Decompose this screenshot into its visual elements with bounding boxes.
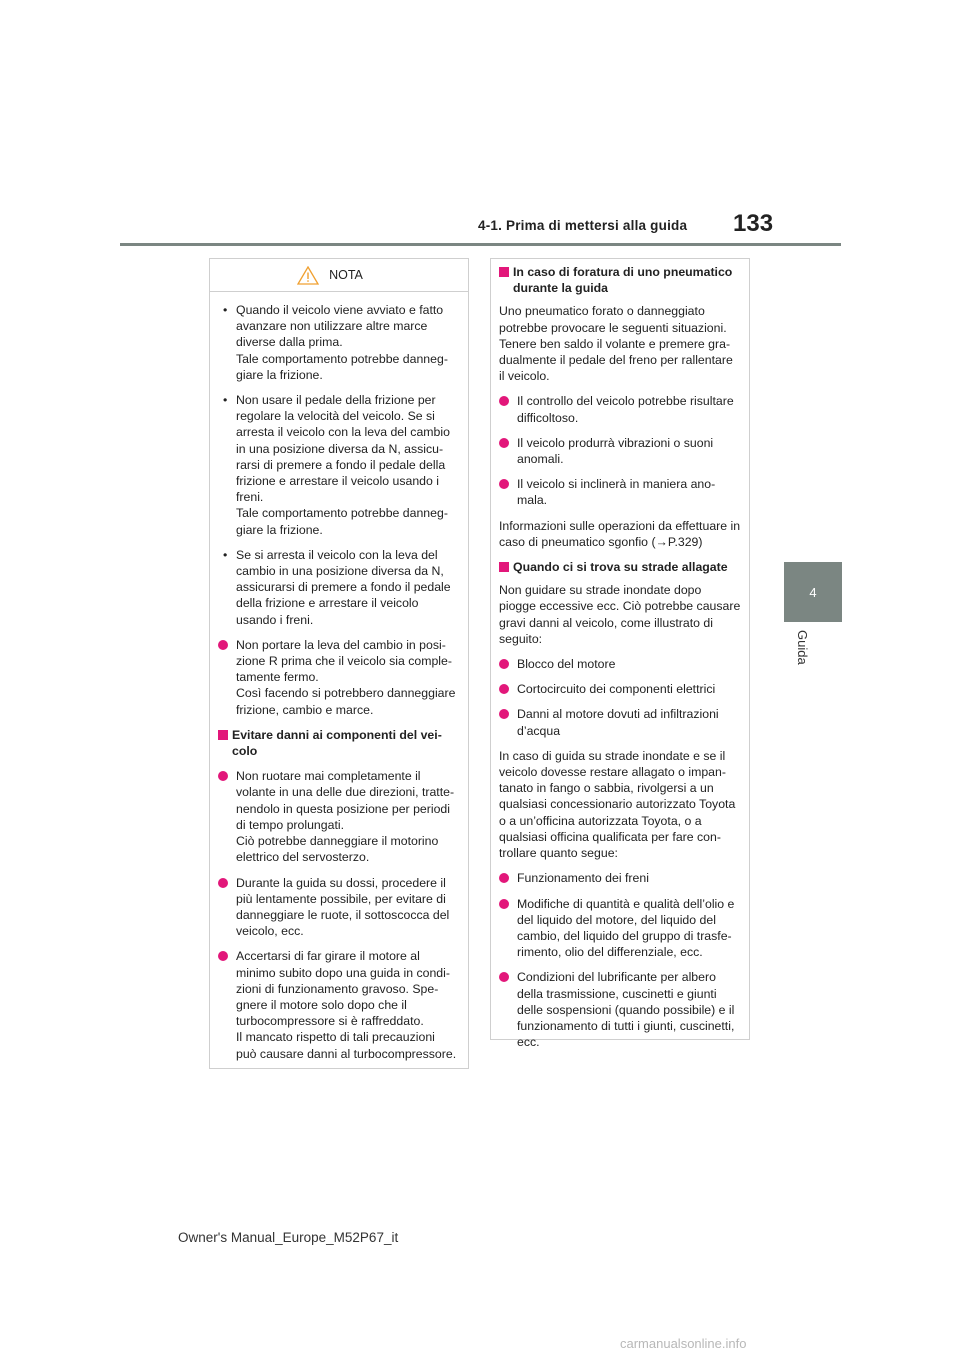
list-item bbox=[499, 870, 741, 886]
list-item-text: Il veicolo produrrà vibrazioni o suoni anomali. bbox=[517, 435, 714, 467]
nota-bullet: • Non usare il pedale della frizione per regolare la velocità del veicolo. Se si arresta il veicolo con la leva del cambio in una posizione diversa da N, assicurarsi di premere a fondo il pedale della frizione e arrestare il veicolo usando i freni. Tale comportamento potrebbe danneggiare la frizione. bbox=[223, 393, 450, 537]
nota-bullet-text: Quando il veicolo viene avviato e fatto avanzare non utilizzare altre marce diverse dalla prima. Tale comportamento potrebbe danneggiare la frizione. bbox=[236, 303, 448, 382]
paragraph: Uno pneumatico forato o danneggiato potrebbe provocare le seguenti situazioni. Tenere ben saldo il volante e premere gradualmente il pedale del freno per rallentare il veicolo. bbox=[499, 304, 733, 384]
nota-label: NOTA bbox=[329, 267, 363, 282]
section-heading-text: In caso di foratura di uno pneumatico durante la guida bbox=[513, 265, 733, 296]
circle-bullet-icon bbox=[499, 899, 509, 909]
circle-bullet-icon bbox=[499, 873, 509, 883]
list-item bbox=[218, 875, 458, 940]
list-item-text: Danni al motore dovuti ad infiltrazioni d’acqua bbox=[517, 707, 719, 738]
list-item-text: Il veicolo si inclinerà in maniera anomala. bbox=[517, 477, 716, 508]
warning-icon bbox=[297, 266, 319, 285]
circle-bullet-icon bbox=[499, 659, 509, 669]
list-item-text: Il controllo del veicolo potrebbe risultare difficoltoso. bbox=[517, 394, 734, 425]
list-item bbox=[499, 969, 741, 1050]
list-item-text: Cortocircuito dei componenti elettrici bbox=[517, 682, 716, 697]
list-item-text: Blocco del motore bbox=[517, 657, 616, 672]
list-item bbox=[218, 768, 458, 865]
page-number: 133 bbox=[733, 210, 774, 237]
list-item bbox=[499, 476, 741, 508]
list-item-text: Non portare la leva del cambio in posizione R prima che il veicolo sia completamente fermo. Così facendo si potrebbero danneggiare frizione, cambio e marce. bbox=[236, 637, 456, 717]
list-item bbox=[218, 637, 458, 718]
list-item bbox=[499, 435, 741, 467]
section-heading bbox=[499, 559, 741, 575]
circle-bullet-icon bbox=[499, 972, 509, 982]
watermark[interactable]: carmanualsonline.info bbox=[620, 1336, 747, 1351]
nota-box bbox=[209, 258, 469, 1069]
info-box bbox=[490, 258, 750, 1050]
circle-bullet-icon bbox=[218, 640, 228, 650]
circle-bullet-icon bbox=[218, 771, 228, 781]
footer-text: Owner's Manual_Europe_M52P67_it bbox=[178, 1230, 399, 1245]
list-item-text: Accertarsi di far girare il motore al minimo subito dopo una guida in condizioni di funzionamento gravoso. Spegnere il motore solo dopo che il turbocompressore si è raffreddato. Il mancato rispetto di tali precauzioni può causare danni al turbocompressore. bbox=[236, 949, 457, 1061]
nota-bullet: • Se si arresta il veicolo con la leva del cambio in una posizione diversa da N, assicurarsi di premere a fondo il pedale della frizione e arrestare il veicolo usando i freni. bbox=[223, 547, 451, 627]
section-title: 4-1. Prima di mettersi alla guida bbox=[478, 218, 688, 233]
list-item bbox=[499, 896, 741, 961]
circle-bullet-icon bbox=[499, 438, 509, 448]
list-item-text: Funzionamento dei freni bbox=[517, 871, 649, 886]
square-bullet-icon bbox=[499, 562, 509, 572]
circle-bullet-icon bbox=[218, 878, 228, 888]
circle-bullet-icon bbox=[499, 479, 509, 489]
square-bullet-icon bbox=[499, 267, 509, 277]
list-item-text: Modifiche di quantità e qualità dell’olio e del liquido del motore, del liquido del cambio, del liquido del gruppo di trasferimento, olio del differenziale, ecc. bbox=[517, 896, 735, 960]
nota-bullet-text: Se si arresta il veicolo con la leva del cambio in una posizione diversa da N, assicurarsi di premere a fondo il pedale della frizione e arrestare il veicolo usando i freni. bbox=[236, 547, 451, 627]
list-item bbox=[499, 393, 741, 425]
page-reference[interactable]: Informazioni sulle operazioni da effettuare in caso di pneumatico sgonfio (→P.329) bbox=[499, 518, 741, 549]
list-item bbox=[499, 656, 741, 672]
circle-bullet-icon bbox=[499, 684, 509, 694]
list-item-text: Condizioni del lubrificante per albero della trasmissione, cuscinetti e giunti delle sospensioni (quando possibile) e il funzionamento di tutti i giunti, cuscinetti, ecc. bbox=[517, 970, 735, 1050]
chapter-label: Guida bbox=[795, 630, 810, 665]
nota-header bbox=[210, 259, 468, 292]
paragraph: In caso di guida su strade inondate e se il veicolo dovesse restare allagato o impantanato in fango o sabbia, rivolgersi a un qualsiasi concessionario autorizzato Toyota o a un’officina autorizzata Toyota, o a qualsiasi officina qualificata per fare controllare quanto segue: bbox=[499, 748, 736, 861]
chapter-number: 4 bbox=[809, 584, 817, 600]
chapter-tab[interactable] bbox=[784, 562, 842, 622]
list-item-text: Durante la guida su dossi, procedere il più lentamente possibile, per evitare di danneggiare le ruote, il sottoscocca del veicolo, ecc. bbox=[236, 875, 450, 939]
nota-bullet-text: Non usare il pedale della frizione per regolare la velocità del veicolo. Se si arresta il veicolo con la leva del cambio in una posizione diversa da N, assicurarsi di premere a fondo il pedale della frizione e arrestare il veicolo usando i freni. Tale comportamento potrebbe danneggiare la frizione. bbox=[236, 393, 450, 537]
paragraph: Non guidare su strade inondate dopo piogge eccessive ecc. Ciò potrebbe causare gravi danni al veicolo, come illustrato di seguito: bbox=[499, 583, 741, 646]
section-heading-text: Evitare danni ai componenti del veicolo bbox=[232, 727, 442, 759]
circle-bullet-icon bbox=[218, 951, 228, 961]
nota-bullet: • Quando il veicolo viene avviato e fatto avanzare non utilizzare altre marce diverse dalla prima. Tale comportamento potrebbe danneggiare la frizione. bbox=[223, 303, 448, 382]
list-item bbox=[218, 948, 458, 1061]
section-heading bbox=[218, 727, 458, 759]
square-bullet-icon bbox=[218, 730, 228, 740]
list-item bbox=[499, 681, 741, 697]
header-rule bbox=[120, 243, 841, 246]
circle-bullet-icon bbox=[499, 396, 509, 406]
list-item bbox=[499, 706, 741, 738]
section-heading-text: Quando ci si trova su strade allagate bbox=[513, 560, 728, 575]
circle-bullet-icon bbox=[499, 709, 509, 719]
list-item-text: Non ruotare mai completamente il volante in una delle due direzioni, trattenendolo in questa posizione per periodi di tempo prolungati. Ciò potrebbe danneggiare il motorino elettrico del servosterzo. bbox=[236, 769, 455, 865]
section-heading bbox=[499, 264, 741, 296]
